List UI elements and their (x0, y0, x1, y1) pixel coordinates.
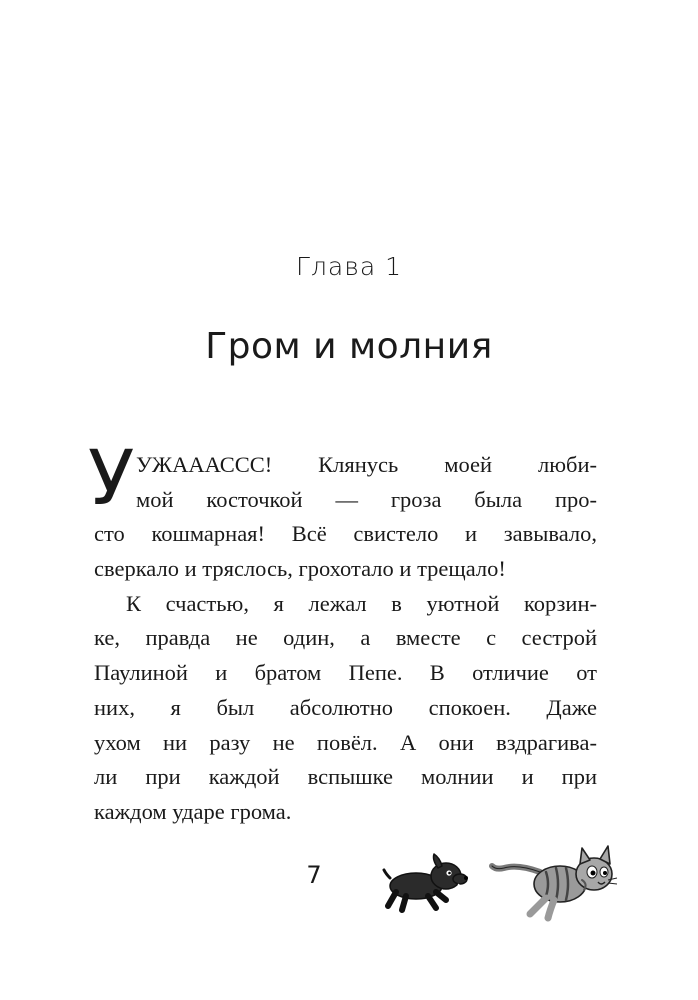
text-line: мой косточкой — гроза была про- (136, 486, 597, 512)
text-line: УЖАААССС! Клянусь моей люби- (136, 452, 597, 477)
chapter-label: Глава 1 (295, 252, 403, 281)
running-cat-icon (488, 842, 618, 922)
text-line: Паулиной и братом Пепе. В отличие от (94, 660, 597, 686)
text-line: ухом ни разу не повёл. А они вздрагива- (94, 729, 597, 755)
drop-cap: У (88, 433, 135, 522)
text-line: ке, правда не один, а вместе с сестрой (94, 625, 597, 651)
running-puppy-icon (380, 848, 472, 914)
text-line: сто кошмарная! Всё свистело и завывало, (94, 521, 597, 547)
text-line: них, я был абсолютно спокоен. Даже (94, 694, 597, 720)
text-line: ли при каждой вспышке молнии и при (94, 764, 597, 790)
text-line: каждом ударе грома. (94, 798, 292, 824)
text-line: К счастью, я лежал в уютной корзин- (126, 590, 597, 616)
page-number: 7 (306, 861, 322, 889)
text-line: сверкало и тряслось, грохотало и трещало! (94, 556, 506, 582)
chapter-body-text (94, 448, 597, 830)
chapter-title: Гром и молния (205, 326, 493, 367)
